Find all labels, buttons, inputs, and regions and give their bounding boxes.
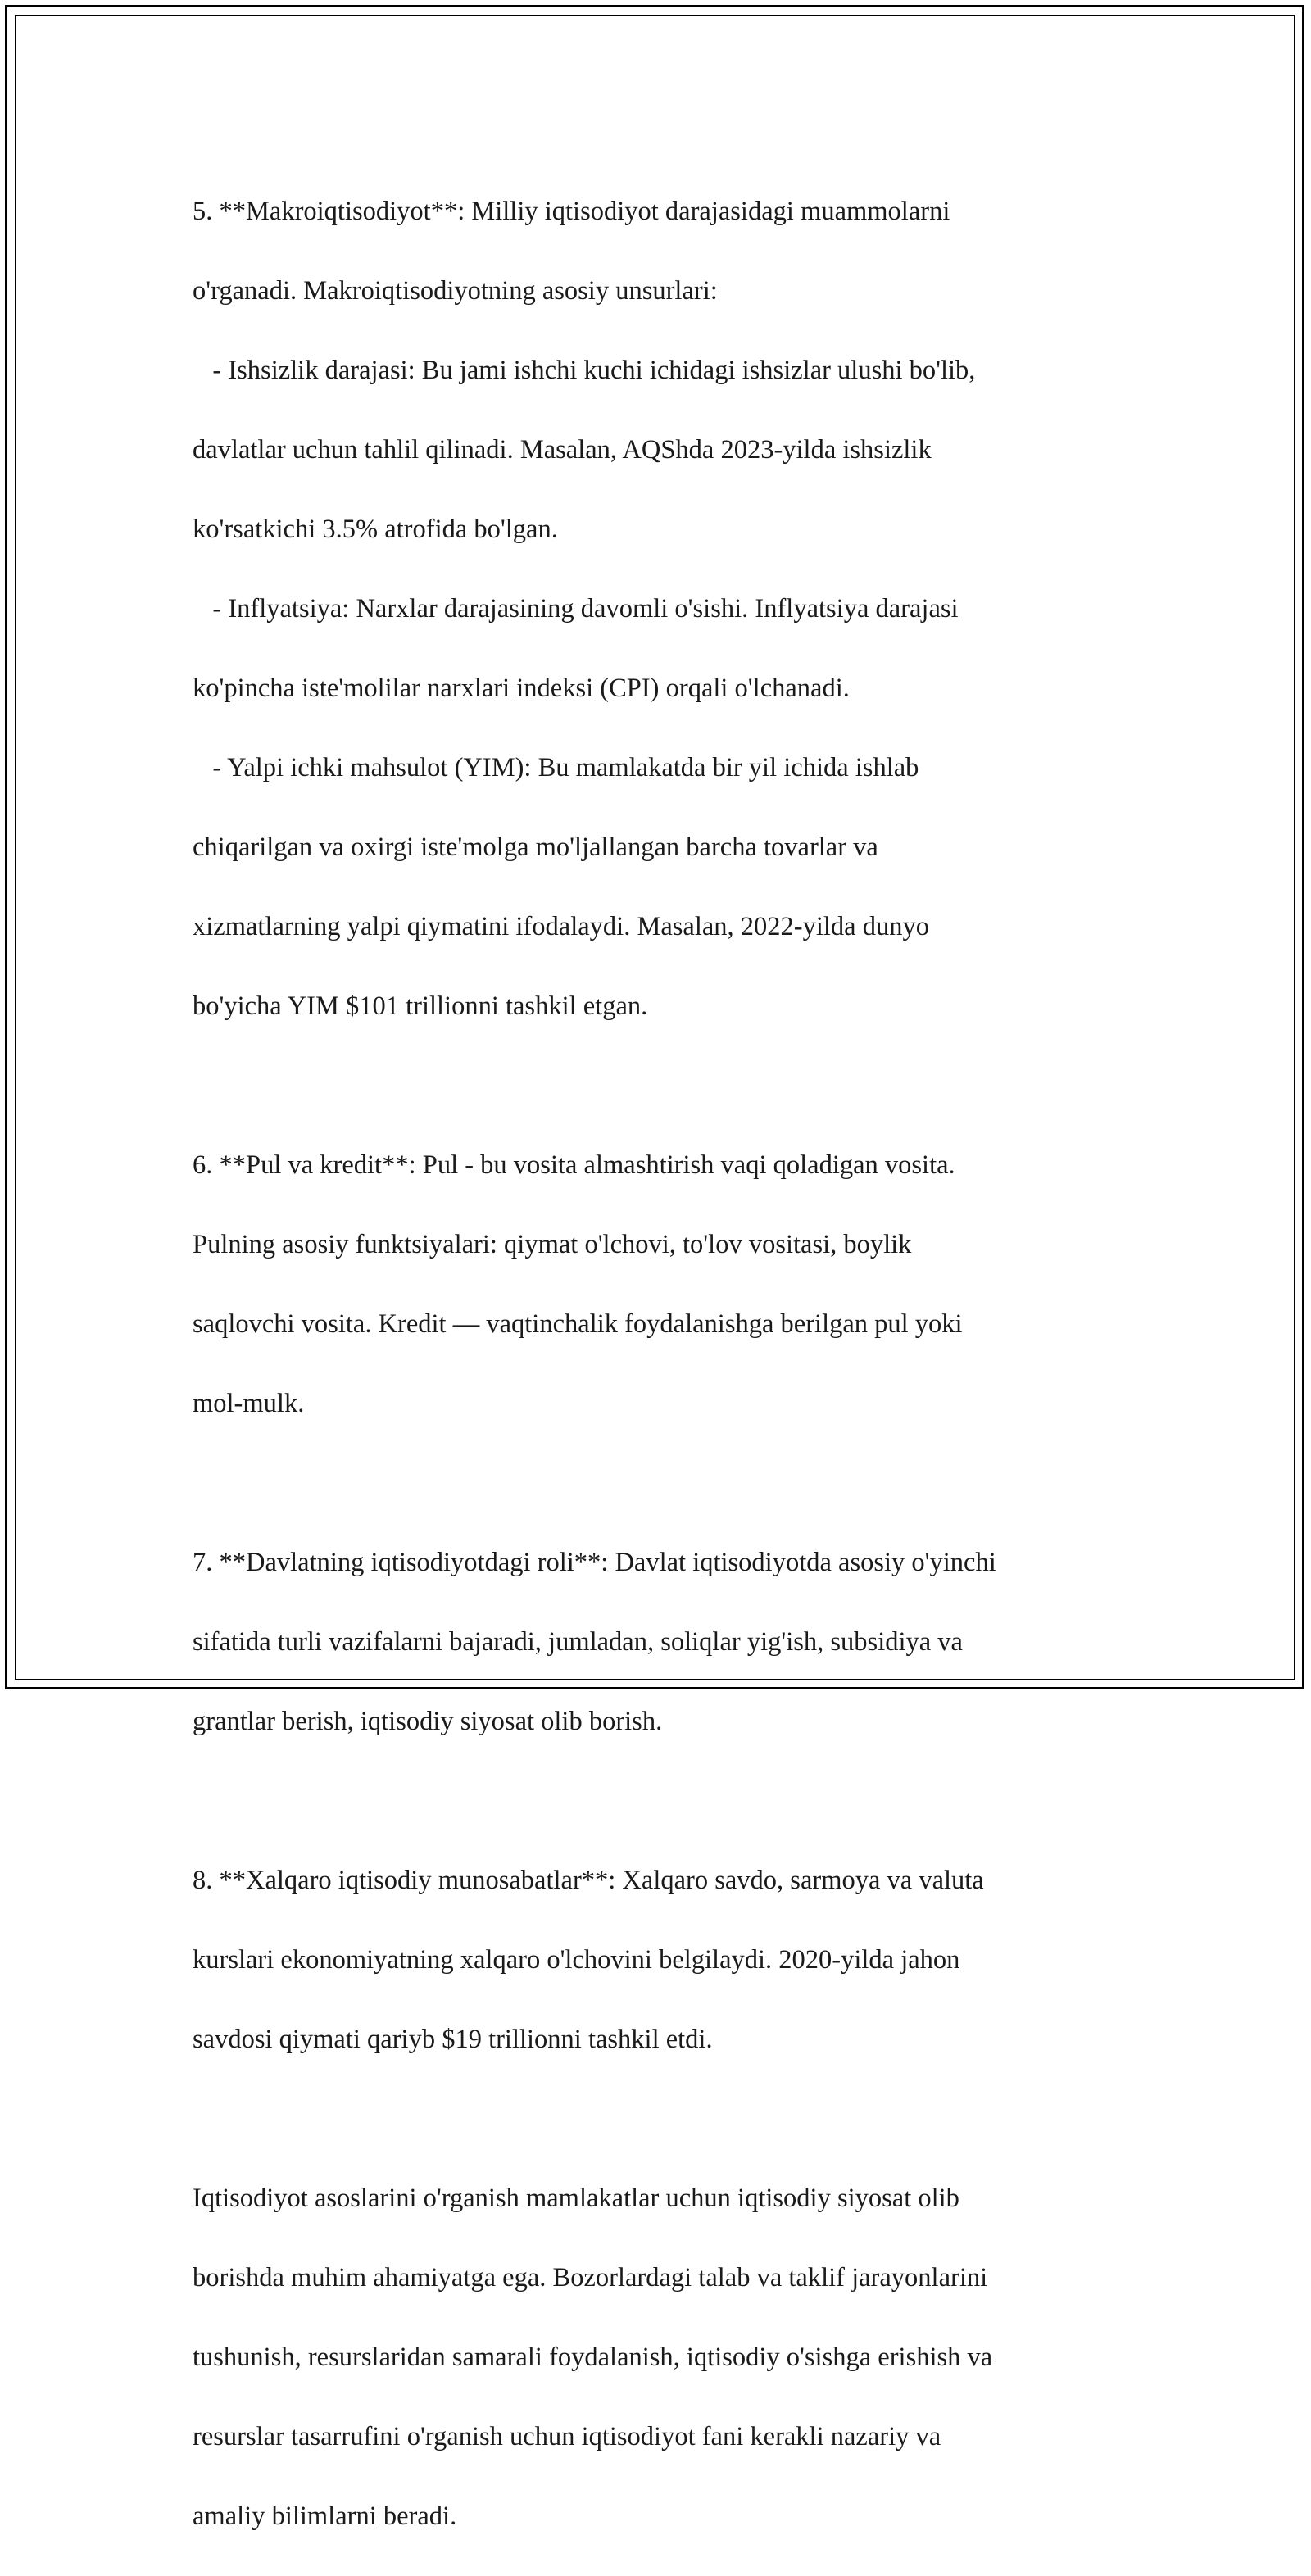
text-line: o'rganadi. Makroiqtisodiyotning asosiy unsurlari:: [193, 275, 718, 306]
text-line: - Ishsizlik darajasi: Bu jami ishchi kuchi ichidagi ishsizlar ulushi bo'lib,: [193, 355, 976, 385]
text-line: davlatlar uchun tahlil qilinadi. Masalan, AQShda 2023-yilda ishsizlik: [193, 434, 932, 465]
section-state-role: [193, 1503, 1118, 1781]
text-line: kurslari ekonomiyatning xalqaro o'lchovini belgilaydi. 2020-yilda jahon: [193, 1944, 960, 1975]
text-line: amaliy bilimlarni beradi.: [193, 2501, 457, 2531]
text-line: borishda muhim ahamiyatga ega. Bozorlardagi talab va taklif jarayonlarini: [193, 2262, 988, 2293]
text-line: chiqarilgan va oxirgi iste'molga mo'ljallangan barcha tovarlar va: [193, 832, 878, 862]
text-line: - Yalpi ichki mahsulot (YIM): Bu mamlakatda bir yil ichida ishlab: [193, 752, 919, 782]
text-line: resurslar tasarrufini o'rganish uchun iqtisodiyot fani kerakli nazariy va: [193, 2421, 941, 2451]
section-money-credit: [193, 1105, 1118, 1463]
text-line: - Inflyatsiya: Narxlar darajasining davomli o'sishi. Inflyatsiya darajasi: [193, 593, 959, 624]
text-line: bo'yicha YIM $101 trillionni tashkil etgan.: [193, 991, 648, 1021]
section-macroeconomics: [193, 152, 1118, 1066]
text-line: Iqtisodiyot asoslarini o'rganish mamlakatlar uchun iqtisodiy siyosat olib: [193, 2183, 959, 2213]
text-line: sifatida turli vazifalarni bajaradi, jumladan, soliqlar yig'ish, subsidiya va: [193, 1626, 963, 1657]
text-line: 5. **Makroiqtisodiyot**: Milliy iqtisodiyot darajasidagi muammolarni: [193, 196, 950, 226]
text-line: xizmatlarning yalpi qiymatini ifodalaydi. Masalan, 2022-yilda dunyo: [193, 911, 929, 941]
text-line: 8. **Xalqaro iqtisodiy munosabatlar**: Xalqaro savdo, sarmoya va valuta: [193, 1865, 984, 1895]
text-line: 6. **Pul va kredit**: Pul - bu vosita almashtirish vaqi qoladigan vosita.: [193, 1150, 955, 1180]
text-line: 7. **Davlatning iqtisodiyotdagi roli**: Davlat iqtisodiyotda asosiy o'yinchi: [193, 1547, 996, 1577]
document-body: [193, 152, 1118, 2576]
text-line: Pulning asosiy funktsiyalari: qiymat o'lchovi, to'lov vositasi, boylik: [193, 1229, 912, 1259]
text-line: saqlovchi vosita. Kredit — vaqtinchalik foydalanishga berilgan pul yoki: [193, 1308, 963, 1339]
text-line: mol-mulk.: [193, 1388, 305, 1418]
text-line: tushunish, resurslaridan samarali foydalanish, iqtisodiy o'sishga erishish va: [193, 2342, 993, 2372]
section-conclusion: [193, 2138, 1118, 2576]
text-line: grantlar berish, iqtisodiy siyosat olib borish.: [193, 1706, 663, 1736]
text-line: savdosi qiymati qariyb $19 trillionni tashkil etdi.: [193, 2024, 713, 2054]
section-international-relations: [193, 1821, 1118, 2099]
text-line: ko'rsatkichi 3.5% atrofida bo'lgan.: [193, 514, 558, 544]
text-line: ko'pincha iste'molilar narxlari indeksi (CPI) orqali o'lchanadi.: [193, 673, 850, 703]
